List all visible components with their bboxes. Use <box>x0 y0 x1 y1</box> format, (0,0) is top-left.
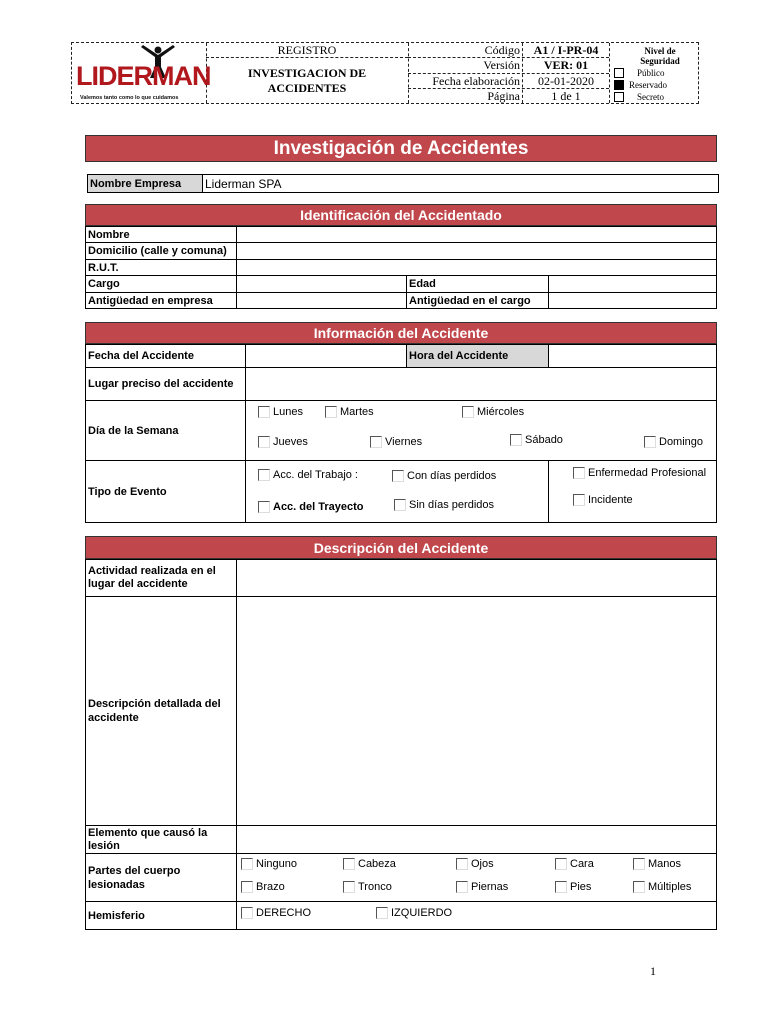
parte-manos-checkbox[interactable] <box>633 858 645 870</box>
parte-piernas-checkbox[interactable] <box>456 881 468 893</box>
fecha-accidente-label: Fecha del Accidente <box>86 345 246 368</box>
descripcion-detallada-field[interactable] <box>237 597 717 826</box>
dia-lunes-checkbox[interactable] <box>258 406 270 418</box>
hemisferio-label: Hemisferio <box>86 902 237 930</box>
tipo-enfermedad-label: Enfermedad Profesional <box>588 467 707 479</box>
rut-field[interactable] <box>237 260 717 276</box>
dia-semana-label: Día de la Semana <box>86 401 246 461</box>
version-value: VER: 01 <box>543 58 589 72</box>
document-title <box>206 58 408 103</box>
dia-miercoles-label: Miércoles <box>477 406 525 418</box>
parte-tronco-label: Tronco <box>358 881 392 893</box>
parte-cabeza-option[interactable] <box>343 858 396 870</box>
parte-multiples-label: Múltiples <box>648 881 692 893</box>
tipo-con-dias-option[interactable] <box>392 470 496 482</box>
nivel-secreto-checkbox[interactable] <box>614 92 624 102</box>
dia-lunes-option[interactable] <box>258 406 303 418</box>
parte-cara-label: Cara <box>570 858 594 870</box>
parte-cabeza-label: Cabeza <box>358 858 396 870</box>
parte-manos-option[interactable] <box>633 858 681 870</box>
dia-semana-options <box>246 401 717 461</box>
tipo-sin-dias-option[interactable] <box>394 499 494 511</box>
partes-cuerpo-label: Partes del cuerpo lesionadas <box>86 854 237 902</box>
partes-cuerpo-options <box>237 854 717 902</box>
page-number: 1 <box>650 964 656 978</box>
logo-wordmark: LIDERMAN <box>76 61 211 91</box>
tipo-trayecto-checkbox[interactable] <box>258 501 270 513</box>
tipo-enfermedad-option[interactable] <box>573 467 706 479</box>
tipo-con-dias-checkbox[interactable] <box>392 470 404 482</box>
parte-pies-option[interactable] <box>555 881 591 893</box>
parte-brazo-label: Brazo <box>256 881 285 893</box>
dia-martes-label: Martes <box>340 406 374 418</box>
dia-sabado-label: Sábado <box>525 434 563 446</box>
descripcion-table <box>85 559 717 930</box>
nivel-reservado-label: Reservado <box>629 80 667 90</box>
antiguedad-empresa-field[interactable] <box>237 293 407 309</box>
dia-sabado-checkbox[interactable] <box>510 434 522 446</box>
nombre-label: Nombre <box>86 227 237 243</box>
antiguedad-empresa-label: Antigüedad en empresa <box>86 293 237 309</box>
section-informacion-title: Información del Accidente <box>85 322 717 344</box>
cargo-label: Cargo <box>86 276 237 293</box>
nivel-secreto-label: Secreto <box>637 92 664 102</box>
hemisferio-derecho-option[interactable] <box>241 907 311 919</box>
hemisferio-derecho-label: DERECHO <box>256 907 312 919</box>
tipo-trayecto-option[interactable] <box>258 501 364 513</box>
section-descripcion-title: Descripción del Accidente <box>85 536 717 559</box>
company-logo <box>76 45 211 101</box>
parte-brazo-checkbox[interactable] <box>241 881 253 893</box>
nivel-reservado <box>614 79 698 91</box>
tipo-incidente-option[interactable] <box>573 494 633 506</box>
tipo-evento-otros-options <box>549 461 717 523</box>
parte-ninguno-option[interactable] <box>241 858 297 870</box>
tipo-sin-dias-label: Sin días perdidos <box>409 499 494 511</box>
hemisferio-derecho-checkbox[interactable] <box>241 907 253 919</box>
nivel-publico-checkbox[interactable] <box>614 68 624 78</box>
dia-jueves-label: Jueves <box>273 436 308 448</box>
parte-piernas-option[interactable] <box>456 881 508 893</box>
hemisferio-izquierdo-label: IZQUIERDO <box>391 907 453 919</box>
dia-jueves-option[interactable] <box>258 436 308 448</box>
nivel-reservado-checkbox[interactable] <box>614 80 624 90</box>
identificacion-table <box>85 226 717 309</box>
empresa-value[interactable]: Liderman SPA <box>203 175 719 193</box>
tipo-trayecto-label: Acc. del Trayecto <box>273 501 364 513</box>
codigo-label: Código <box>484 42 520 57</box>
version-label: Versión <box>483 58 520 72</box>
actividad-label: Actividad realizada en el lugar del accidente <box>86 560 237 597</box>
tipo-evento-accidente-options <box>246 461 549 523</box>
elemento-label: Elemento que causó la lesión <box>86 826 237 854</box>
empresa-table <box>87 174 719 193</box>
empresa-label: Nombre Empresa <box>88 175 203 193</box>
tipo-enfermedad-checkbox[interactable] <box>573 467 585 479</box>
lugar-accidente-label: Lugar preciso del accidente <box>86 368 246 401</box>
nivel-publico-label: Público <box>637 68 665 78</box>
parte-tronco-option[interactable] <box>343 881 392 893</box>
logo-tagline: Valemos tanto como lo que cuidamos <box>80 95 179 101</box>
dia-jueves-checkbox[interactable] <box>258 436 270 448</box>
parte-tronco-checkbox[interactable] <box>343 881 355 893</box>
parte-multiples-checkbox[interactable] <box>633 881 645 893</box>
actividad-field[interactable] <box>237 560 717 597</box>
fecha-elaboracion-label: Fecha elaboración <box>432 73 520 88</box>
parte-brazo-option[interactable] <box>241 881 285 893</box>
dia-viernes-option[interactable] <box>370 436 422 448</box>
nombre-field[interactable] <box>237 227 717 243</box>
document-title-line1: INVESTIGACION DE <box>247 65 367 80</box>
dia-lunes-label: Lunes <box>273 406 303 418</box>
tipo-incidente-label: Incidente <box>588 494 633 506</box>
parte-cara-option[interactable] <box>555 858 594 870</box>
parte-cabeza-checkbox[interactable] <box>343 858 355 870</box>
tipo-evento-label: Tipo de Evento <box>86 461 246 523</box>
edad-field[interactable] <box>549 276 717 293</box>
tipo-trabajo-checkbox[interactable] <box>258 469 270 481</box>
registro-label: REGISTRO <box>277 42 337 57</box>
parte-pies-label: Pies <box>570 881 592 893</box>
dia-viernes-label: Viernes <box>385 436 423 448</box>
edad-label: Edad <box>407 276 549 293</box>
dia-martes-checkbox[interactable] <box>325 406 337 418</box>
pagina-label: Página <box>487 88 520 103</box>
cargo-field[interactable] <box>237 276 407 293</box>
fecha-accidente-field[interactable] <box>246 345 407 368</box>
parte-ojos-checkbox[interactable] <box>456 858 468 870</box>
form-title: Investigación de Accidentes <box>85 135 717 162</box>
hora-accidente-field[interactable] <box>549 345 717 368</box>
rut-label: R.U.T. <box>86 260 237 276</box>
parte-piernas-label: Piernas <box>471 881 509 893</box>
parte-manos-label: Manos <box>648 858 682 870</box>
antiguedad-cargo-field[interactable] <box>549 293 717 309</box>
domicilio-field[interactable] <box>237 243 717 260</box>
parte-ninguno-checkbox[interactable] <box>241 858 253 870</box>
parte-pies-checkbox[interactable] <box>555 881 567 893</box>
parte-ninguno-label: Ninguno <box>256 858 297 870</box>
hemisferio-izquierdo-option[interactable] <box>376 907 452 919</box>
tipo-trabajo-label: Acc. del Trabajo : <box>273 469 358 481</box>
dia-domingo-checkbox[interactable] <box>644 436 656 448</box>
dia-viernes-checkbox[interactable] <box>370 436 382 448</box>
pagina-value: 1 de 1 <box>551 88 581 103</box>
tipo-con-dias-label: Con días perdidos <box>407 470 497 482</box>
elemento-field[interactable] <box>237 826 717 854</box>
lugar-accidente-field[interactable] <box>246 368 717 401</box>
domicilio-label: Domicilio (calle y comuna) <box>86 243 237 260</box>
hemisferio-options <box>237 902 717 930</box>
dia-domingo-option[interactable] <box>644 436 703 448</box>
document-title-line2: ACCIDENTES <box>267 80 347 95</box>
dia-sabado-option[interactable] <box>510 434 563 446</box>
hemisferio-izquierdo-checkbox[interactable] <box>376 907 388 919</box>
nivel-secreto <box>614 91 698 103</box>
informacion-table <box>85 344 717 523</box>
document-header <box>71 42 699 104</box>
tipo-incidente-checkbox[interactable] <box>573 494 585 506</box>
dia-martes-option[interactable] <box>325 406 374 418</box>
nivel-seguridad-title: Nivel de Seguridad <box>640 46 680 66</box>
tipo-trabajo-option[interactable] <box>258 469 358 481</box>
fecha-elaboracion-value: 02-01-2020 <box>538 73 594 88</box>
descripcion-detallada-label: Descripción detallada del accidente <box>86 597 237 826</box>
parte-ojos-option[interactable] <box>456 858 494 870</box>
antiguedad-cargo-label: Antigüedad en el cargo <box>407 293 549 309</box>
tipo-sin-dias-checkbox[interactable] <box>394 499 406 511</box>
dia-domingo-label: Domingo <box>659 436 704 448</box>
hora-accidente-label: Hora del Accidente <box>407 345 549 368</box>
dia-miercoles-option[interactable] <box>462 406 524 418</box>
parte-multiples-option[interactable] <box>633 881 691 893</box>
section-identificacion-title: Identificación del Accidentado <box>85 204 717 226</box>
codigo-value: A1 / I-PR-04 <box>533 42 599 57</box>
dia-miercoles-checkbox[interactable] <box>462 406 474 418</box>
nivel-publico <box>614 67 698 79</box>
parte-cara-checkbox[interactable] <box>555 858 567 870</box>
parte-ojos-label: Ojos <box>471 858 494 870</box>
